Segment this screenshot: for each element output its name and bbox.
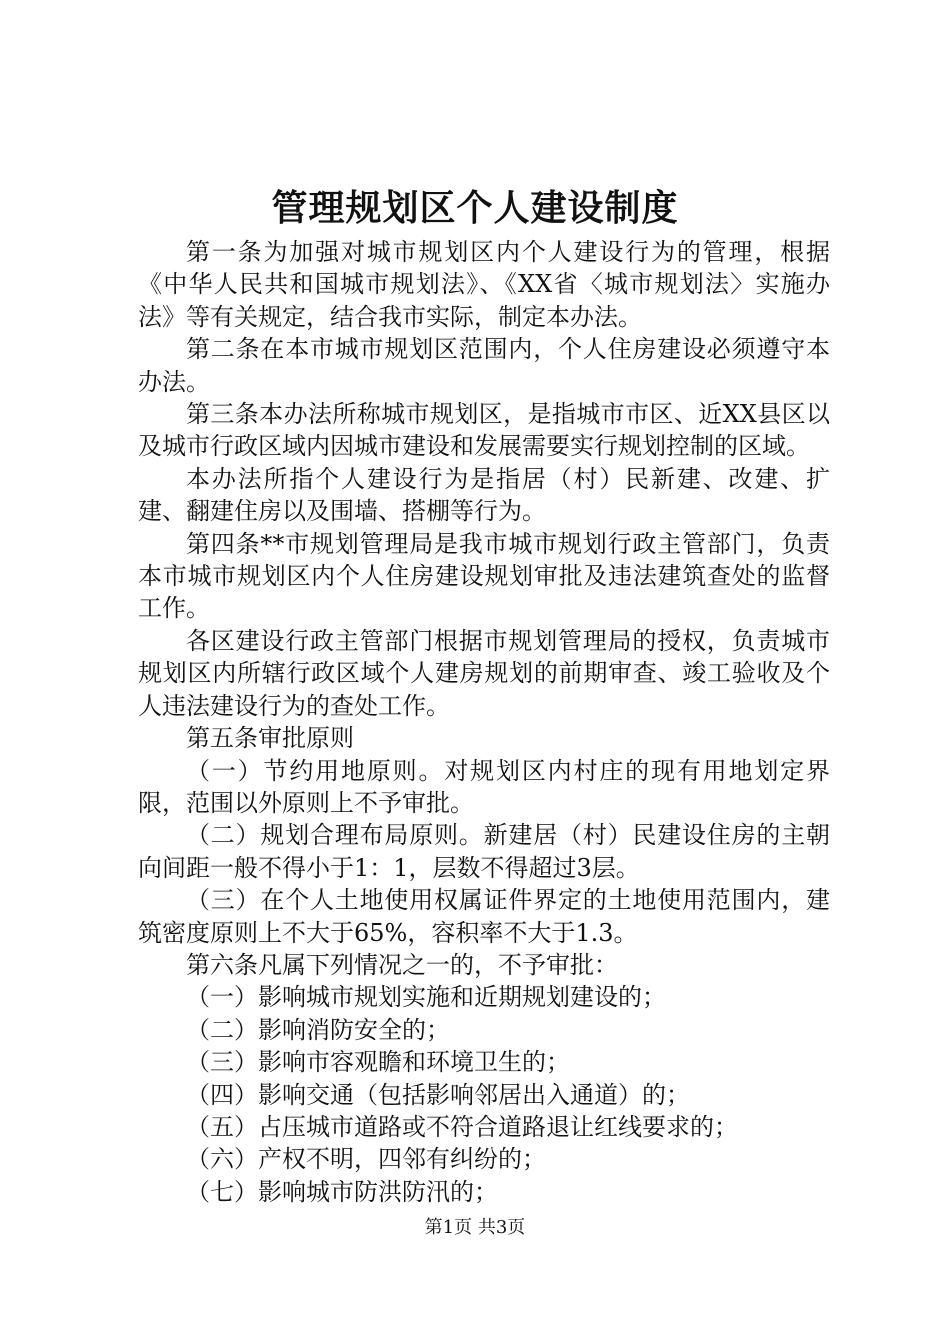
paragraph-article-5-heading: 第五条审批原则 (186, 724, 354, 753)
paragraph-article-4: 第四条**市规划管理局是我市城市规划行政主管部门，负责本市城市规划区内个人住房建设规划审批及违法建筑查处的监督工作。 (138, 529, 830, 623)
paragraph-article-5-item-2: （二）规划合理布局原则。新建居（村）民建设住房的主朝向间距一般不得小于1：1，层数不得超过3层。 (138, 821, 830, 882)
paragraph-article-5-item-3: （三）在个人土地使用权属证件界定的土地使用范围内，建筑密度原则上不大于65%，容积率不大于1.3。 (138, 886, 830, 947)
paragraph-article-6-item-2: （二）影响消防安全的； (186, 1015, 450, 1044)
paragraph-article-5-item-1: （一）节约用地原则。对规划区内村庄的现有用地划定界限，范围以外原则上不予审批。 (138, 756, 830, 817)
paragraph-article-6-item-7: （七）影响城市防洪防汛的； (186, 1177, 498, 1206)
paragraph-article-6-item-5: （五）占压城市道路或不符合道路退让红线要求的； (186, 1112, 738, 1141)
paragraph-article-6-item-1: （一）影响城市规划实施和近期规划建设的； (186, 983, 666, 1012)
document-body (138, 236, 830, 1208)
page-number-footer: 第1页 共3页 (424, 1217, 526, 1238)
paragraph-article-6-item-3: （三）影响市容观瞻和环境卫生的； (186, 1048, 570, 1077)
paragraph-article-4-authority: 各区建设行政主管部门根据市规划管理局的授权，负责城市规划区内所辖行政区域个人建房规划的前期审查、竣工验收及个人违法建设行为的查处工作。 (138, 626, 830, 720)
paragraph-article-6-heading: 第六条凡属下列情况之一的，不予审批： (186, 950, 618, 979)
paragraph-article-2: 第二条在本市城市规划区范围内，个人住房建设必须遵守本办法。 (138, 335, 830, 396)
paragraph-article-6-item-4: （四）影响交通（包括影响邻居出入通道）的； (186, 1080, 690, 1109)
paragraph-article-3-scope: 本办法所指个人建设行为是指居（村）民新建、改建、扩建、翻建住房以及围墙、搭棚等行为。 (138, 464, 830, 526)
paragraph-article-1: 第一条为加强对城市规划区内个人建设行为的管理，根据《中华人民共和国城市规划法》、《XX省〈城市规划法〉实施办法》等有关规定，结合我市实际，制定本办法。 (138, 238, 830, 331)
document-title: 管理规划区个人建设制度 (271, 187, 679, 229)
paragraph-article-3: 第三条本办法所称城市规划区，是指城市市区、近XX县区以及城市行政区域内因城市建设和发展需要实行规划控制的区域。 (138, 400, 830, 461)
paragraph-article-6-item-6: （六）产权不明，四邻有纠纷的； (186, 1145, 546, 1174)
